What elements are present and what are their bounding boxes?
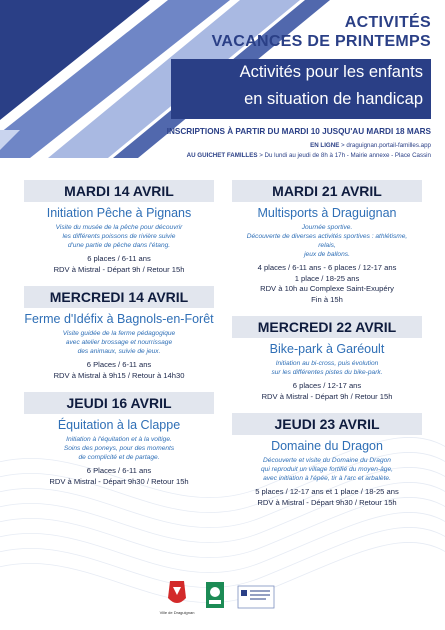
activity-title: Domaine du Dragon (271, 439, 383, 453)
activity-description (24, 329, 214, 356)
activity-description (24, 435, 214, 462)
right-column (232, 180, 422, 519)
description-line: Soins des poneys, pour des moments (63, 445, 175, 452)
day-label: JEUDI 16 AVRIL (24, 392, 214, 414)
header (0, 0, 445, 168)
caf-logo (204, 578, 226, 618)
activity-description (232, 359, 422, 377)
description-line: Visite du musée de la pêche pour découvrir (55, 224, 183, 231)
left-column (24, 180, 214, 498)
day-label: MERCREDI 14 AVRIL (24, 286, 214, 308)
description-line: Initiation au bi-cross, puis évolution (275, 360, 379, 367)
ville-de-draguignan-logo (159, 578, 195, 618)
institution-logo-mark (241, 590, 247, 596)
day-label: JEUDI 23 AVRIL (232, 413, 422, 435)
description-line: d'une partie de pêche dans l'étang. (67, 242, 171, 249)
info-line: 5 places / 12-17 ans et 1 place / 18-25 ans (255, 487, 399, 496)
activity-card-3 (24, 392, 214, 487)
description-line: Découverte et visite du Domaine du Dragon (263, 457, 391, 464)
activity-title: Initiation Pêche à Pignans (46, 206, 192, 220)
info-line: 6 Places / 6-11 ans (86, 466, 152, 475)
info-line: 6 places / 12-17 ans (292, 381, 362, 390)
activity-description (24, 223, 214, 250)
online-url: > draguignan.portail-familles.app (339, 142, 431, 149)
caf-logo-circle (210, 587, 220, 597)
description-line: avec initiation à l'épée, tir à l'arc et arbalète. (263, 475, 391, 482)
activity-title: Équitation à la Clappe (57, 418, 181, 432)
info-line: RDV à Mistral - Départ 9h30 / Retour 15h (49, 476, 189, 486)
guichet-registration (187, 152, 431, 159)
activity-info (232, 381, 422, 402)
online-label: EN LIGNE (310, 142, 340, 149)
description-line: avec atelier brossage et nourrissage (65, 339, 173, 346)
activity-card-4 (232, 180, 422, 305)
activities-body (0, 168, 445, 630)
day-label: MARDI 21 AVRIL (232, 180, 422, 202)
activity-description (232, 223, 422, 259)
activity-title: Bike-park à Garéoult (269, 342, 385, 356)
title-line-1: ACTIVITÉS (344, 14, 431, 31)
institution-logo (236, 578, 276, 618)
day-label: MERCREDI 22 AVRIL (232, 316, 422, 338)
title-line-2: VACANCES DE PRINTEMPS (211, 33, 431, 50)
activity-description (232, 456, 422, 483)
inscriptions-dates: INSCRIPTIONS À PARTIR DU MARDI 10 JUSQU'AU MARDI 18 MARS (166, 127, 431, 136)
description-line: qui reproduit un village fortifié du moyen-âge, (261, 466, 393, 473)
activity-title: Multisports à Draguignan (257, 206, 397, 220)
online-registration (310, 142, 431, 149)
description-line: Journée sportive. (301, 224, 353, 231)
subtitle-line-2: en situation de handicap (244, 90, 423, 108)
description-line: de complicité et de partage. (78, 454, 160, 461)
description-line: Découverte de diverses activités sportives : athlétisme, relais, (246, 233, 408, 249)
info-line: 4 places / 6-11 ans - 6 places / 12-17 ans (257, 263, 397, 272)
description-line: jeux de ballons. (304, 251, 350, 258)
description-line: les différents poissons de rivière suivie (62, 233, 176, 240)
info-line: RDV à Mistral - Départ 9h30 / Retour 15h (257, 497, 397, 507)
activity-card-5 (232, 316, 422, 402)
activity-card-2 (24, 286, 214, 381)
description-line: des animaux, suivie de jeux. (77, 348, 161, 355)
activity-info (24, 254, 214, 275)
info-line: RDV à 10h au Complexe Saint-Exupéry (260, 284, 394, 293)
wave-line-6 (0, 512, 445, 572)
info-line: RDV à Mistral - Départ 9h / Retour 15h (261, 391, 393, 401)
institution-logo-frame (238, 586, 274, 608)
info-line: 6 places / 6-11 ans (87, 254, 151, 263)
info-line: Fin à 15h (311, 294, 343, 304)
info-line: RDV à Mistral - Départ 9h / Retour 15h (53, 264, 185, 274)
info-line: 6 Places / 6-11 ans (86, 360, 152, 369)
description-line: Initiation à l'équitation et à la voltige. (66, 436, 172, 443)
activity-info (232, 487, 422, 508)
subtitle-line-1: Activités pour les enfants (239, 63, 423, 81)
day-label: MARDI 14 AVRIL (24, 180, 214, 202)
activity-title: Ferme d'Idéfix à Bagnols-en-Forêt (24, 312, 214, 326)
partner-logos (160, 578, 280, 618)
activity-card-6 (232, 413, 422, 508)
activity-info (24, 360, 214, 381)
description-line: Visite guidée de la ferme pédagogique (62, 330, 176, 337)
activity-card-1 (24, 180, 214, 275)
caf-logo-bar (209, 600, 221, 604)
activity-info (24, 466, 214, 487)
guichet-label: AU GUICHET FAMILLES (186, 152, 258, 159)
info-line: 1 place / 18-25 ans (294, 273, 360, 283)
activity-info (232, 263, 422, 305)
logo-caption: Ville de Draguignan (159, 610, 195, 615)
info-line: RDV à Mistral à 9h15 / Retour à 14h30 (53, 370, 185, 380)
description-line: sur les différentes pistes du bike-park. (271, 369, 383, 376)
guichet-details: > Du lundi au jeudi de 8h à 17h - Mairie annexe - Place Cassin (257, 152, 431, 159)
